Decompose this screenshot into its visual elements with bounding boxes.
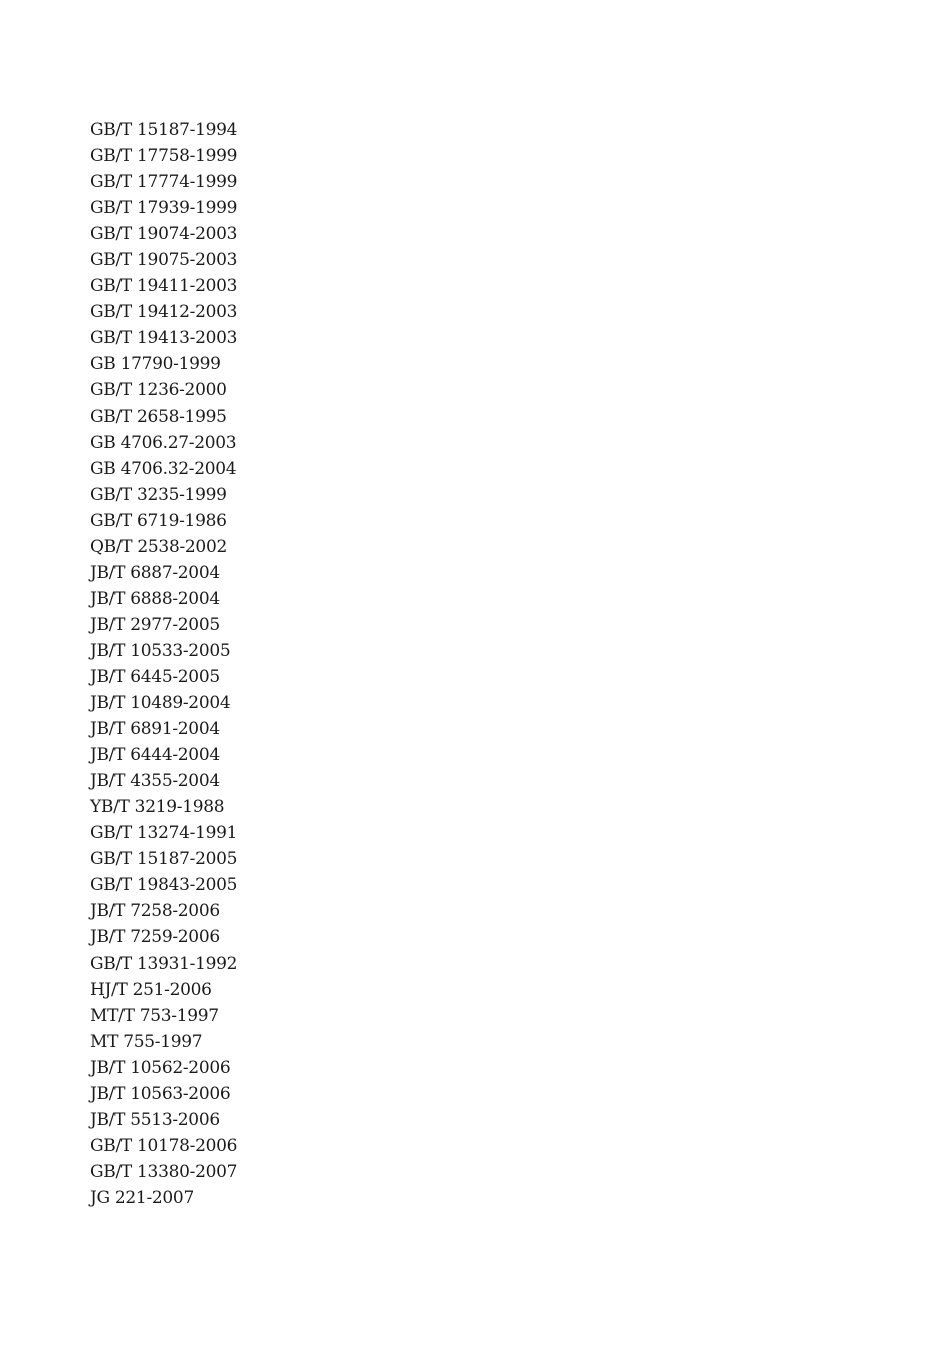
standard-code: JB/T 10533-2005 — [90, 640, 231, 661]
standard-code: GB/T 3235-1999 — [90, 484, 227, 505]
standard-code: GB/T 10178-2006 — [90, 1135, 238, 1156]
standard-code: HJ/T 251-2006 — [90, 979, 212, 1000]
standard-code: JB/T 7259-2006 — [90, 927, 220, 948]
standard-code: JB/T 6888-2004 — [90, 588, 220, 609]
standard-code: JB/T 7258-2006 — [90, 901, 220, 922]
standard-code: JB/T 6891-2004 — [90, 719, 220, 740]
standard-code: JB/T 6887-2004 — [90, 562, 220, 583]
standard-code: GB/T 17939-1999 — [90, 198, 238, 219]
standard-code: JB/T 5513-2006 — [90, 1109, 220, 1130]
standard-code: QB/T 2538-2002 — [90, 536, 227, 557]
standard-code: GB/T 19074-2003 — [90, 224, 238, 245]
standard-code: GB/T 19075-2003 — [90, 250, 238, 271]
standard-code: GB/T 19843-2005 — [90, 875, 238, 896]
standard-code: JG 221-2007 — [90, 1187, 194, 1208]
standard-code: MT 755-1997 — [90, 1031, 203, 1052]
standard-code: JB/T 10562-2006 — [90, 1057, 231, 1078]
standards-list — [90, 117, 237, 1211]
standard-code: GB/T 19412-2003 — [90, 302, 238, 323]
standard-code: GB/T 13931-1992 — [90, 953, 238, 974]
standard-code: MT/T 753-1997 — [90, 1005, 219, 1026]
standard-code: GB/T 17774-1999 — [90, 172, 238, 193]
standard-code: JB/T 6445-2005 — [90, 666, 220, 687]
standard-code: JB/T 6444-2004 — [90, 745, 220, 766]
standard-code: GB/T 19411-2003 — [90, 276, 238, 297]
standard-code: GB 17790-1999 — [90, 354, 221, 375]
standard-code: GB/T 2658-1995 — [90, 406, 227, 427]
standard-code: JB/T 2977-2005 — [90, 614, 220, 635]
standard-code: YB/T 3219-1988 — [90, 797, 225, 818]
standard-code: GB/T 13274-1991 — [90, 823, 238, 844]
standard-code: GB/T 13380-2007 — [90, 1161, 238, 1182]
standard-code: GB 4706.32-2004 — [90, 458, 237, 479]
standard-code: GB/T 19413-2003 — [90, 328, 238, 349]
standard-code: GB/T 1236-2000 — [90, 380, 227, 401]
standard-code: JB/T 10489-2004 — [90, 693, 231, 714]
standard-code: GB/T 17758-1999 — [90, 146, 238, 167]
standard-code: GB/T 6719-1986 — [90, 510, 227, 531]
standard-code: JB/T 4355-2004 — [90, 771, 220, 792]
standard-code: GB/T 15187-2005 — [90, 849, 238, 870]
standard-code: JB/T 10563-2006 — [90, 1083, 231, 1104]
standard-code: GB/T 15187-1994 — [90, 120, 238, 140]
standard-code: GB 4706.27-2003 — [90, 432, 237, 453]
